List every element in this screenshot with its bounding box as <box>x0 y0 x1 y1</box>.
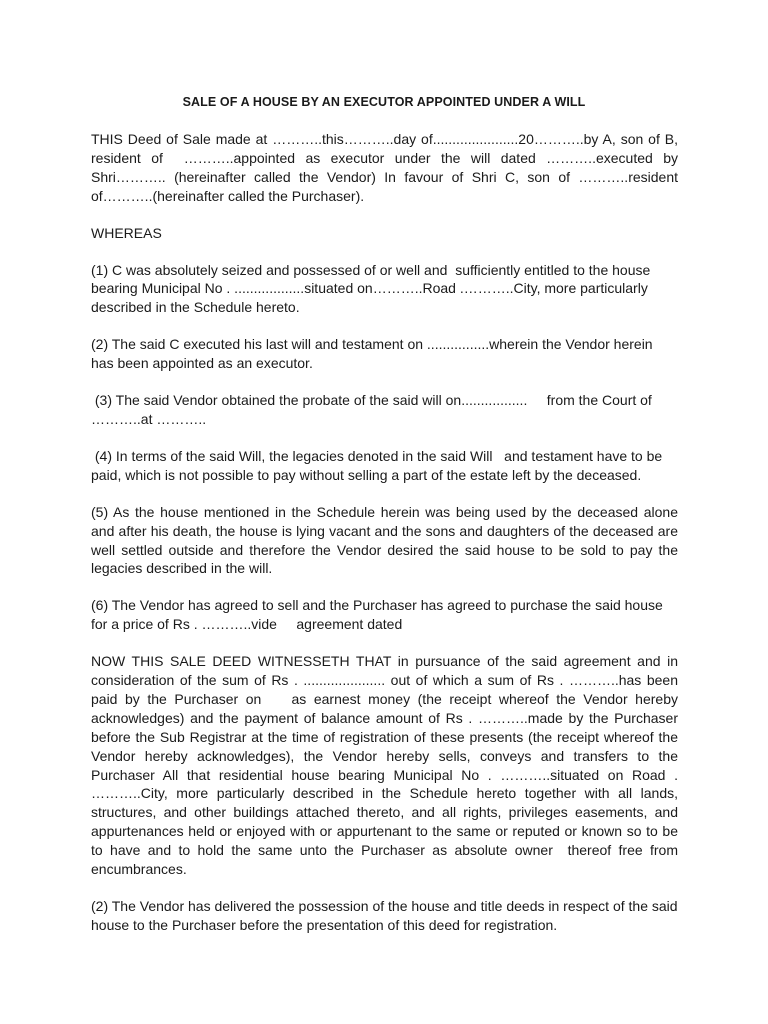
document-body <box>91 130 682 953</box>
recital-4: (4) In terms of the said Will, the legacies denoted in the said Will and testament have to be paid, which is not possible to pay without selling a part of the estate left by the deceased. <box>91 447 667 483</box>
recital-5: (5) As the house mentioned in the Schedule herein was being used by the deceased alone and after his death, the house is lying vacant and the sons and daughters of the deceased are well settled outside and therefore the Vendor desired the said house to be sold to pay the legacies described in the will. <box>91 503 682 577</box>
recital-6: (6) The Vendor has agreed to sell and the Purchaser has agreed to purchase the said house for a price of Rs . ………..vide agreement dated <box>91 597 667 633</box>
possession-clause: (2) The Vendor has delivered the possession of the house and title deeds in respect of the said house to the Purchaser before the presentation of this deed for registration. <box>91 898 682 933</box>
recital-2: (2) The said C executed his last will and testament on ................wherein the Vendor herein has been appointed as an executor. <box>91 336 657 372</box>
recital-3: (3) The said Vendor obtained the probate of the said will on................. from the Court of ………..at ……….. <box>91 392 656 427</box>
deed-preamble: THIS Deed of Sale made at ………..this………..day of......................20………..by A, son of B, resident of ………..appointed as executor under the will dated ………..executed by Shri……….. (hereinafter called the Vendor) In favour of Shri C, son of ………..resident of………..(hereinafter called the Purchaser). <box>91 131 682 204</box>
whereas-heading: WHEREAS <box>91 224 162 241</box>
document-title: SALE OF A HOUSE BY AN EXECUTOR APPOINTED UNDER A WILL <box>182 95 586 109</box>
witnesseth-clause: NOW THIS SALE DEED WITNESSETH THAT in pursuance of the said agreement and in consideration of the sum of Rs . ..................... out of which a sum of Rs . ………..has been paid by the Purchaser on as earnest money (the receipt whereof the Vendor hereby acknowledges) and the payment of balance amount of Rs . ………..made by the Purchaser before the Sub Registrar at the time of registration of these presents (the receipt whereof the Vendor hereby acknowledges), the Vendor hereby sells, conveys and transfers to the Purchaser All that residential house bearing Municipal No . ………..situated on Road . ………..City, more particularly described in the Schedule hereto together with all lands, structures, and other buildings attached thereto, and all rights, privileges easements, and appurtenances held or enjoyed with or appurtenant to the same or reputed or known so to be to have and to hold the same unto the Purchaser as absolute owner thereof free from encumbrances. <box>91 653 682 878</box>
recital-1: (1) C was absolutely seized and possessed of or well and sufficiently entitled to the house bearing Municipal No . ..................situated on………..Road .………..City, more particularly described in the Schedule hereto. <box>91 261 655 316</box>
